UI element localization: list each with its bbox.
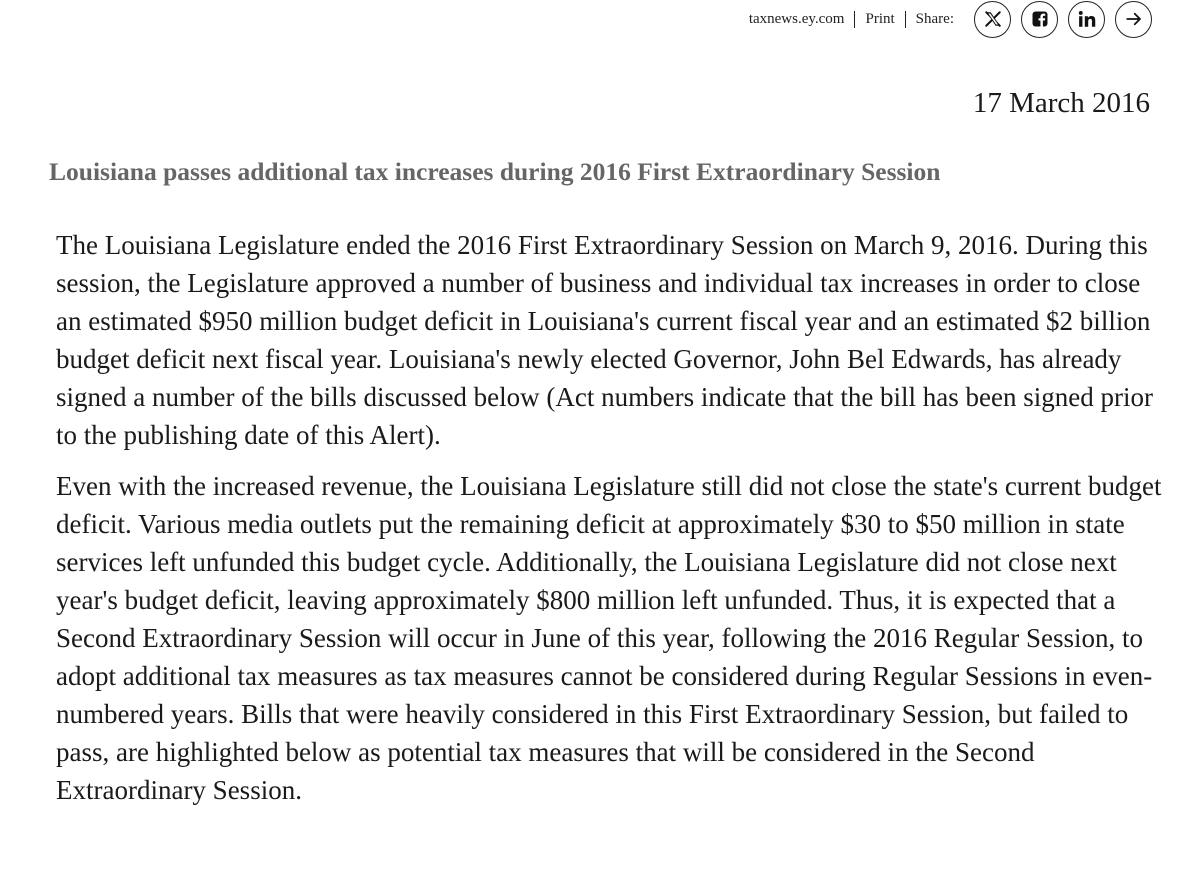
- site-link[interactable]: taxnews.ey.com: [748, 10, 845, 27]
- share-x-button[interactable]: [974, 1, 1011, 38]
- article-paragraph: Even with the increased revenue, the Louisiana Legislature still did not close the state's current budget deficit. Various media outlets put the remaining deficit at approximately $30 to $50 million in state services left unfunded this budget cycle. Additionally, the Louisiana Legislature did not close next year's budget deficit, leaving approximately $800 million left unfunded. Thus, it is expected that a Second Extraordinary Session will occur in June of this year, following the 2016 Regular Session, to adopt additional tax measures as tax measures cannot be considered during Regular Sessions in even-numbered years. Bills that were heavily considered in this First Extraordinary Session, but failed to pass, are highlighted below as potential tax measures that will be considered in the Second Extraordinary Session.: [56, 471, 1162, 805]
- linkedin-icon: [1076, 8, 1098, 30]
- share-icons: [974, 1, 1152, 38]
- article-paragraph: The Louisiana Legislature ended the 2016 First Extraordinary Session on March 9, 2016. During this session, the Legislature approved a number of business and individual tax increases in order to close an estimated $950 million budget deficit in Louisiana's current fiscal year and an estimated $2 billion budget deficit next fiscal year. Louisiana's newly elected Governor, John Bel Edwards, has already signed a number of the bills discussed below (Act numbers indicate that the bill has been signed prior to the publishing date of this Alert).: [56, 230, 1153, 450]
- share-linkedin-button[interactable]: [1068, 1, 1105, 38]
- article-body: [56, 226, 1166, 822]
- facebook-icon: [1031, 10, 1049, 28]
- share-forward-button[interactable]: [1115, 1, 1152, 38]
- article-title: Louisiana passes additional tax increases during 2016 First Extraordinary Session: [49, 157, 941, 186]
- share-facebook-button[interactable]: [1021, 1, 1058, 38]
- forward-arrow-icon: [1125, 10, 1143, 28]
- print-link[interactable]: Print: [865, 10, 895, 27]
- top-toolbar: [739, 0, 1152, 38]
- x-icon: [984, 10, 1002, 28]
- share-label: Share:: [915, 10, 954, 27]
- article-date: 17 March 2016: [972, 87, 1150, 119]
